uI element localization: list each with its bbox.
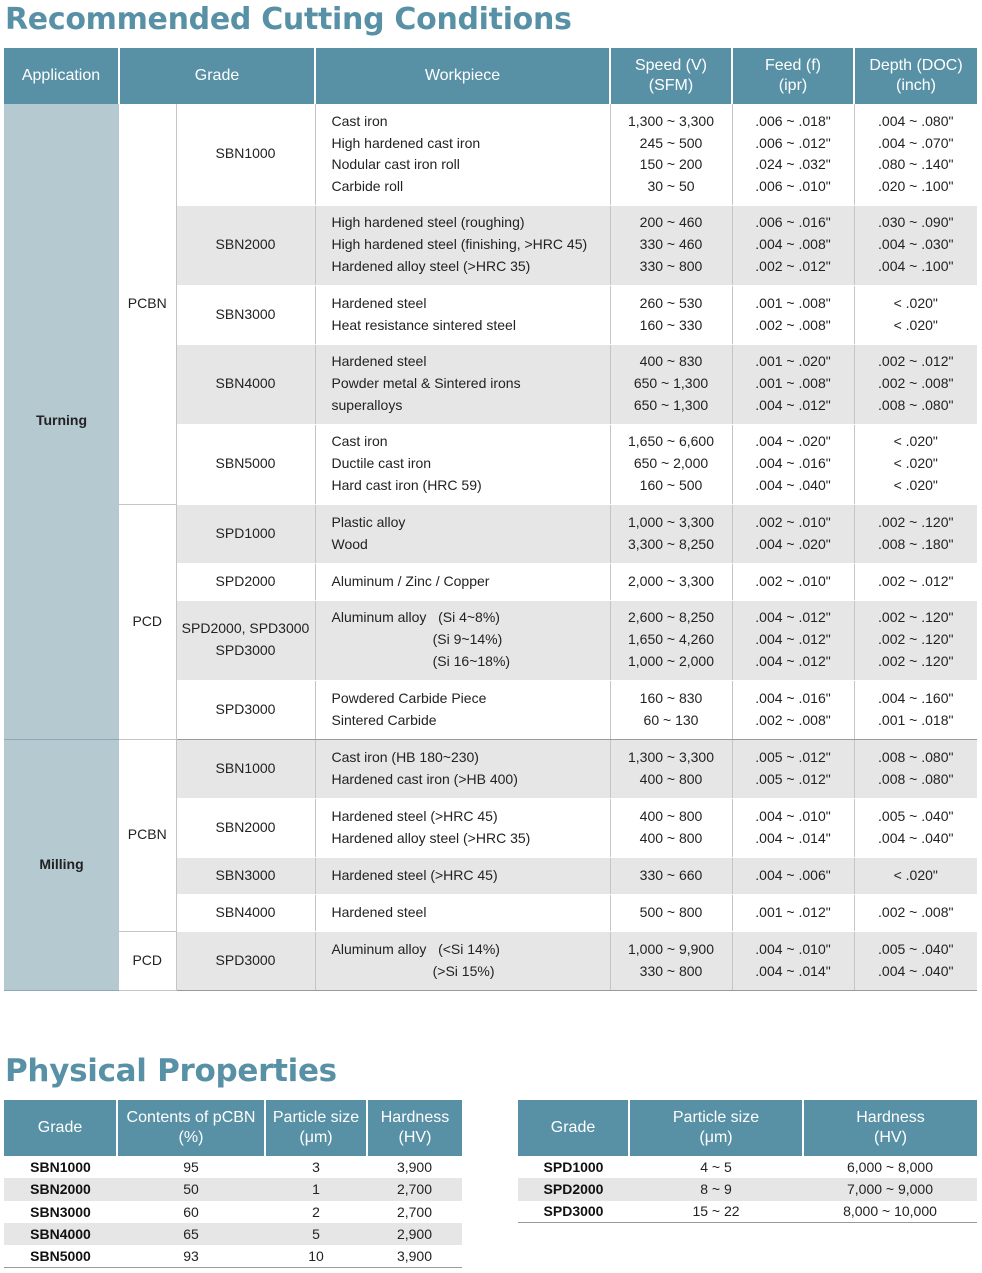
- table-row: [4, 1156, 462, 1178]
- grade-cell: SPD1000: [543, 1159, 604, 1176]
- feed-cell: .002 ~ .010": [732, 563, 854, 600]
- contents-cell: 95: [183, 1159, 199, 1176]
- header-depth: Depth (DOC) (inch): [854, 48, 977, 104]
- speed-cell: 2,000 ~ 3,300: [610, 563, 732, 600]
- speed-cell: 1,650 ~ 6,600 650 ~ 2,000 160 ~ 500: [610, 424, 732, 504]
- speed-cell: 400 ~ 830 650 ~ 1,300 650 ~ 1,300: [610, 344, 732, 424]
- speed-cell: 260 ~ 530 160 ~ 330: [610, 285, 732, 344]
- speed-cell: 200 ~ 460 330 ~ 460 330 ~ 800: [610, 205, 732, 285]
- feed-cell: .001 ~ .020" .001 ~ .008" .004 ~ .012": [732, 344, 854, 424]
- particle-cell: 1: [265, 1178, 367, 1200]
- table-row: [4, 504, 977, 563]
- hardness-cell: 3,900: [367, 1245, 462, 1267]
- grade-cell: SBN3000: [176, 857, 315, 894]
- hardness-cell: 2,700: [367, 1178, 462, 1200]
- grade-cell: SPD2000: [518, 1178, 629, 1200]
- speed-cell: 1,000 ~ 9,900 330 ~ 800: [610, 931, 732, 990]
- workpiece-cell: Hardened steel (>HRC 45): [315, 857, 610, 894]
- grade-cell: SPD2000, SPD3000 SPD3000: [176, 600, 315, 680]
- pcbn-properties-table: [4, 1100, 462, 1268]
- depth-cell: .004 ~ .160" .001 ~ .018": [854, 680, 977, 739]
- depth-cell: .002 ~ .008": [854, 894, 977, 931]
- table-row: [4, 1223, 462, 1245]
- table-row: [4, 931, 977, 990]
- grade-cell: SBN1000: [176, 739, 315, 798]
- depth-cell: .008 ~ .080" .008 ~ .080": [854, 739, 977, 798]
- pcd-header-particle: Particle size (μm): [629, 1100, 803, 1156]
- feed-cell: .001 ~ .012": [732, 894, 854, 931]
- speed-cell: 1,300 ~ 3,300 400 ~ 800: [610, 739, 732, 798]
- speed-cell: 400 ~ 800 400 ~ 800: [610, 798, 732, 857]
- hardness-cell: 2,900: [367, 1223, 462, 1245]
- workpiece-cell: Hardened steel (>HRC 45) Hardened alloy steel (>HRC 35): [315, 798, 610, 857]
- grade-cell: SPD1000: [176, 504, 315, 563]
- contents-cell: 60: [183, 1203, 199, 1220]
- tool-type-cell: PCD: [119, 931, 176, 990]
- table-row: [4, 739, 977, 798]
- feed-cell: .004 ~ .012" .004 ~ .012" .004 ~ .012": [732, 600, 854, 680]
- grade-cell: SBN1000: [176, 104, 315, 205]
- hardness-cell: 7,000 ~ 9,000: [803, 1178, 977, 1200]
- depth-cell: .002 ~ .012": [854, 563, 977, 600]
- physical-properties-title: Physical Properties: [5, 1053, 337, 1089]
- tool-type-cell: PCD: [119, 504, 176, 739]
- workpiece-cell: Powdered Carbide Piece Sintered Carbide: [315, 680, 610, 739]
- hardness-cell: 8,000 ~ 10,000: [803, 1201, 977, 1223]
- speed-cell: 1,000 ~ 3,300 3,300 ~ 8,250: [610, 504, 732, 563]
- particle-cell: 8 ~ 9: [629, 1178, 803, 1200]
- grade-cell: SBN2000: [176, 798, 315, 857]
- grade-cell: SPD2000: [176, 563, 315, 600]
- depth-cell: .005 ~ .040" .004 ~ .040": [854, 931, 977, 990]
- depth-cell: .002 ~ .120" .008 ~ .180": [854, 504, 977, 563]
- grade-cell: SBN5000: [176, 424, 315, 504]
- particle-cell: 5: [265, 1223, 367, 1245]
- hardness-cell: 6,000 ~ 8,000: [846, 1159, 934, 1176]
- pcbn-header-hardness: Hardness (HV): [367, 1100, 462, 1156]
- table-row: [4, 1178, 462, 1200]
- speed-cell: 1,300 ~ 3,300 245 ~ 500 150 ~ 200 30 ~ 50: [610, 104, 732, 205]
- depth-cell: .004 ~ .080" .004 ~ .070" .080 ~ .140" .020 ~ .100": [854, 104, 977, 205]
- feed-cell: .001 ~ .008" .002 ~ .008": [732, 285, 854, 344]
- cutting-conditions-title: Recommended Cutting Conditions: [5, 2, 572, 37]
- grade-cell: SBN4000: [4, 1223, 117, 1245]
- table-row: [4, 1201, 462, 1223]
- tool-type-cell: PCBN: [119, 104, 176, 504]
- pcbn-header-contents: Contents of pCBN (%): [117, 1100, 265, 1156]
- particle-cell: 2: [312, 1203, 320, 1220]
- header-grade: Grade: [119, 48, 315, 104]
- hardness-cell: 2,700: [396, 1203, 433, 1220]
- table-row: [4, 1245, 462, 1267]
- grade-cell: SBN3000: [176, 285, 315, 344]
- workpiece-cell: Hardened steel: [315, 894, 610, 931]
- particle-cell: 10: [265, 1245, 367, 1267]
- particle-cell: 15 ~ 22: [629, 1201, 803, 1223]
- speed-cell: 2,600 ~ 8,250 1,650 ~ 4,260 1,000 ~ 2,000: [610, 600, 732, 680]
- table-row: [518, 1178, 977, 1200]
- feed-cell: .002 ~ .010" .004 ~ .020": [732, 504, 854, 563]
- grade-cell: SBN4000: [176, 894, 315, 931]
- grade-cell: SBN1000: [30, 1159, 91, 1176]
- application-cell: Milling: [4, 739, 119, 990]
- workpiece-cell: Cast iron (HB 180~230) Hardened cast iron (>HB 400): [315, 739, 610, 798]
- header-row: [4, 48, 977, 104]
- grade-cell: SPD3000: [176, 680, 315, 739]
- grade-cell: SBN4000: [176, 344, 315, 424]
- workpiece-cell: Hardened steel Powder metal & Sintered irons superalloys: [315, 344, 610, 424]
- table-row: [4, 104, 977, 205]
- workpiece-cell: Aluminum alloy (<Si 14%) (>Si 15%): [315, 931, 610, 990]
- application-cell: Turning: [4, 104, 119, 739]
- feed-cell: .004 ~ .020" .004 ~ .016" .004 ~ .040": [732, 424, 854, 504]
- depth-cell: < .020" < .020" < .020": [854, 424, 977, 504]
- workpiece-cell: Plastic alloy Wood: [315, 504, 610, 563]
- pcbn-header-particle: Particle size (μm): [265, 1100, 367, 1156]
- depth-cell: < .020" < .020": [854, 285, 977, 344]
- feed-cell: .004 ~ .010" .004 ~ .014": [732, 798, 854, 857]
- workpiece-cell: Cast iron Ductile cast iron Hard cast iron (HRC 59): [315, 424, 610, 504]
- header-application: Application: [4, 48, 119, 104]
- grade-cell: SBN5000: [4, 1245, 117, 1267]
- header-workpiece: Workpiece: [315, 48, 610, 104]
- contents-cell: 93: [117, 1245, 265, 1267]
- header-feed: Feed (f) (ipr): [732, 48, 854, 104]
- cutting-conditions-table: [4, 48, 977, 991]
- grade-cell: SBN2000: [176, 205, 315, 285]
- contents-cell: 50: [117, 1178, 265, 1200]
- hardness-cell: 3,900: [396, 1159, 433, 1176]
- header-speed: Speed (V) (SFM): [610, 48, 732, 104]
- table-row: [518, 1156, 977, 1178]
- tool-type-cell: PCBN: [119, 739, 176, 931]
- feed-cell: .006 ~ .016" .004 ~ .008" .002 ~ .012": [732, 205, 854, 285]
- grade-cell: SPD3000: [518, 1201, 629, 1223]
- feed-cell: .004 ~ .016" .002 ~ .008": [732, 680, 854, 739]
- contents-cell: 65: [117, 1223, 265, 1245]
- depth-cell: .030 ~ .090" .004 ~ .030" .004 ~ .100": [854, 205, 977, 285]
- feed-cell: .005 ~ .012" .005 ~ .012": [732, 739, 854, 798]
- grade-cell: SPD3000: [176, 931, 315, 990]
- particle-cell: 4 ~ 5: [700, 1159, 732, 1176]
- table-row: [518, 1201, 977, 1223]
- feed-cell: .006 ~ .018" .006 ~ .012" .024 ~ .032" .006 ~ .010": [732, 104, 854, 205]
- workpiece-cell: Aluminum alloy (Si 4~8%) (Si 9~14%) (Si 16~18%): [315, 600, 610, 680]
- pcbn-header-grade: Grade: [4, 1100, 117, 1156]
- pcd-properties-table: [518, 1100, 977, 1223]
- depth-cell: .002 ~ .012" .002 ~ .008" .008 ~ .080": [854, 344, 977, 424]
- particle-cell: 3: [312, 1159, 320, 1176]
- workpiece-cell: Cast iron High hardened cast iron Nodular cast iron roll Carbide roll: [315, 104, 610, 205]
- workpiece-cell: High hardened steel (roughing) High hardened steel (finishing, >HRC 45) Hardened alloy steel (>HRC 35): [315, 205, 610, 285]
- feed-cell: .004 ~ .010" .004 ~ .014": [732, 931, 854, 990]
- speed-cell: 500 ~ 800: [610, 894, 732, 931]
- feed-cell: .004 ~ .006": [732, 857, 854, 894]
- depth-cell: .002 ~ .120" .002 ~ .120" .002 ~ .120": [854, 600, 977, 680]
- grade-cell: SBN2000: [4, 1178, 117, 1200]
- speed-cell: 160 ~ 830 60 ~ 130: [610, 680, 732, 739]
- workpiece-cell: Aluminum / Zinc / Copper: [315, 563, 610, 600]
- depth-cell: < .020": [854, 857, 977, 894]
- pcd-header-grade: Grade: [518, 1100, 629, 1156]
- speed-cell: 330 ~ 660: [610, 857, 732, 894]
- depth-cell: .005 ~ .040" .004 ~ .040": [854, 798, 977, 857]
- workpiece-cell: Hardened steel Heat resistance sintered steel: [315, 285, 610, 344]
- pcd-header-hardness: Hardness (HV): [803, 1100, 977, 1156]
- grade-cell: SBN3000: [30, 1203, 91, 1220]
